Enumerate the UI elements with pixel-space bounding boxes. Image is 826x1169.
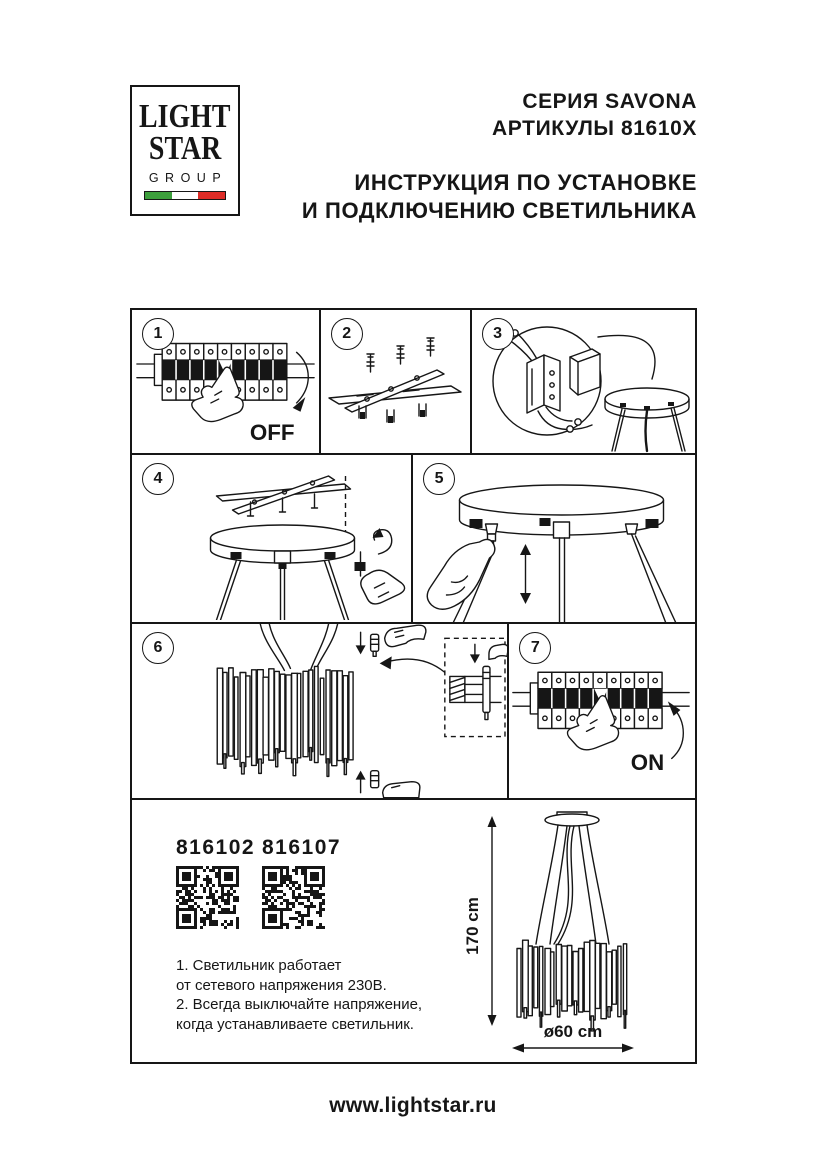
logo-word-group: GROUP (148, 170, 228, 185)
dimensions-diagram (457, 806, 672, 1056)
step-4-number: 4 (142, 463, 174, 495)
article-number-816107: 816107 (262, 836, 342, 859)
note-line: 1. Светильник работает (176, 957, 342, 974)
step-7-panel (509, 624, 695, 798)
step-2-panel (321, 310, 472, 453)
step-6-panel (132, 624, 509, 798)
note-line: 2. Всегда выключайте напряжение, (176, 996, 423, 1013)
step-4-panel (132, 455, 413, 622)
steps-grid (130, 308, 697, 1064)
height-dimension-label: 170 cm (463, 897, 482, 955)
lightstar-logo (130, 85, 240, 216)
product-info-panel (132, 800, 695, 1058)
step-5-number: 5 (423, 463, 455, 495)
step-6-number: 6 (142, 632, 174, 664)
doc-title-line1: ИНСТРУКЦИЯ ПО УСТАНОВКЕ (354, 170, 697, 195)
step-1-panel (132, 310, 321, 453)
step-2-number: 2 (331, 318, 363, 350)
step-3-number: 3 (482, 318, 514, 350)
note-line: от сетевого напряжения 230В. (176, 976, 387, 994)
step-3-panel (472, 310, 695, 453)
safety-notes (176, 956, 422, 1034)
title-block (302, 88, 697, 225)
qr-code-816107 (262, 866, 325, 929)
step-5-panel (413, 455, 695, 622)
step-7-illustration-breaker-on (509, 648, 693, 774)
series-name: СЕРИЯ SAVONA (522, 90, 697, 113)
article-range: АРТИКУЛЫ 81610X (492, 117, 697, 140)
step-5-illustration-cable-adjust (413, 456, 695, 622)
logo-word-light: LIGHT (139, 98, 231, 136)
step-1-number: 1 (142, 318, 174, 350)
diameter-dimension-label: ø60 cm (543, 1022, 603, 1041)
off-label: OFF (249, 419, 295, 445)
qr-code-816102 (176, 866, 239, 929)
logo-word-star: STAR (148, 129, 222, 167)
website-url: www.lightstar.ru (329, 1094, 497, 1117)
article-number-816102: 816102 (176, 836, 256, 859)
step-4-illustration-canopy-mount (132, 456, 413, 620)
step-7-number: 7 (519, 632, 551, 664)
doc-title-line2: И ПОДКЛЮЧЕНИЮ СВЕТИЛЬНИКА (301, 198, 697, 223)
italian-flag-bar (144, 191, 226, 200)
note-line: когда устанавливаете светильник. (176, 1015, 414, 1033)
on-label: ON (631, 750, 665, 774)
step-6-illustration-lamp-install (132, 624, 509, 798)
